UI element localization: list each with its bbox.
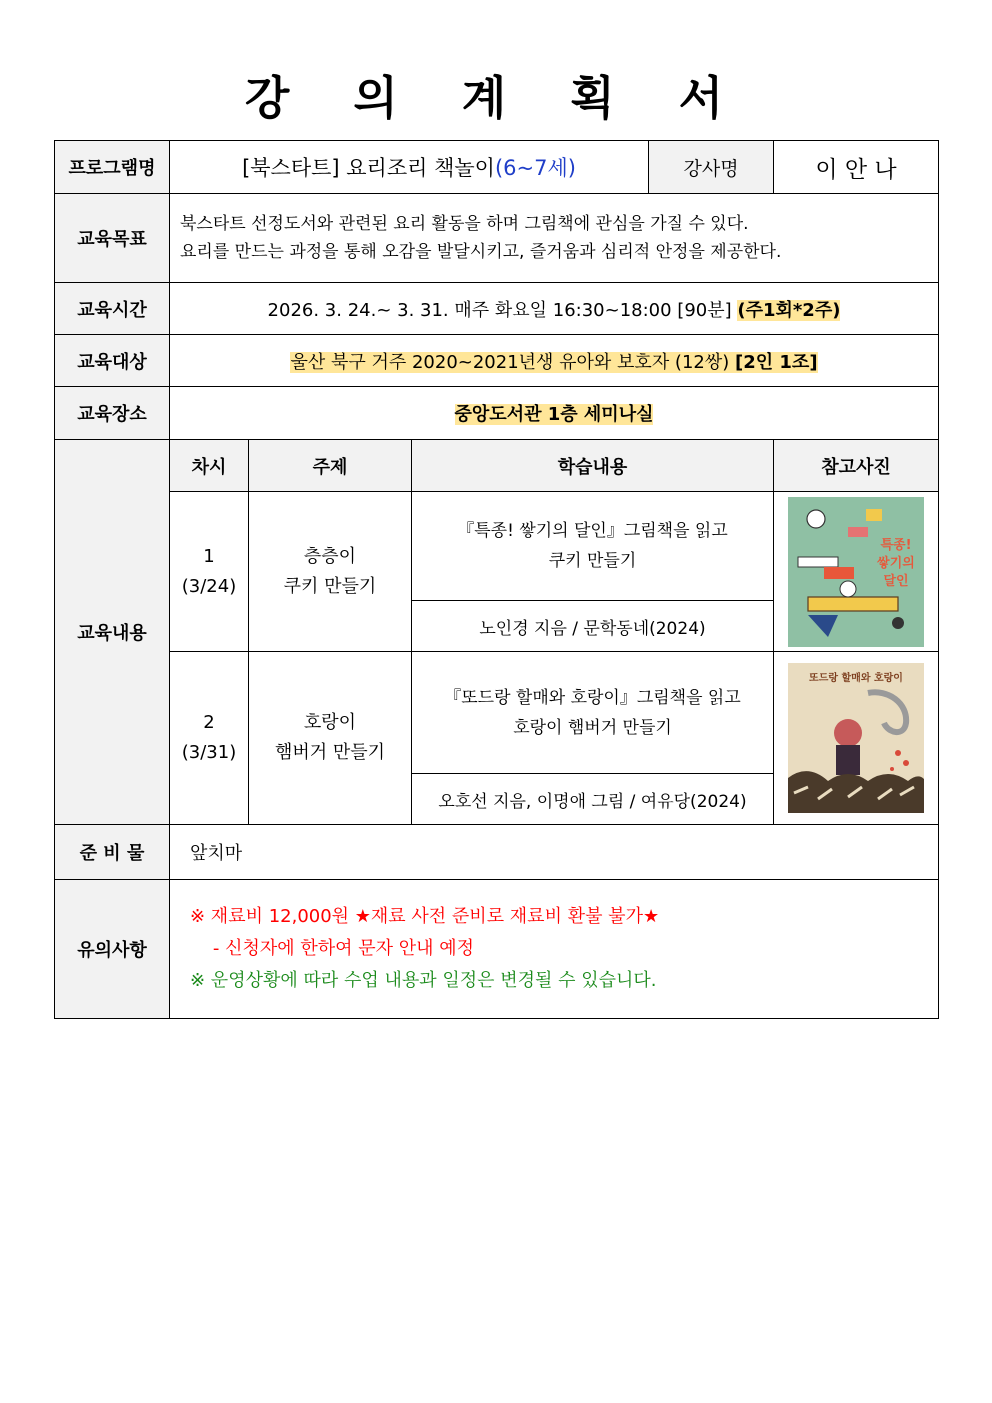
session-2-number: 2 (3/31) <box>170 652 249 825</box>
col-topic: 주제 <box>249 440 412 492</box>
session-2-learning: 『또드랑 할매와 호랑이』그림책을 읽고 호랑이 햄버거 만들기 <box>412 652 774 774</box>
col-learning: 학습내용 <box>412 440 774 492</box>
page-title: 강 의 계 획 서 <box>244 71 748 125</box>
session-2-photo <box>774 652 939 825</box>
target-label: 교육대상 <box>55 335 170 387</box>
time-frequency: (주1회*2주) <box>737 299 841 321</box>
time-label: 교육시간 <box>55 283 170 335</box>
session-1-book: 노인경 지음 / 문학동네(2024) <box>412 601 774 652</box>
program-label: 프로그램명 <box>55 141 170 194</box>
svg-text:쌓기의: 쌓기의 <box>877 555 915 571</box>
col-session: 차시 <box>170 440 249 492</box>
instructor-name: 이 안 나 <box>774 141 939 194</box>
time-text <box>170 283 939 335</box>
svg-text:특종!: 특종! <box>880 537 912 553</box>
materials-text: 앞치마 <box>170 825 939 880</box>
goal-line-2: 요리를 만드는 과정을 통해 오감을 발달시키고, 즐거움과 심리적 안정을 제공한다. <box>180 242 782 262</box>
notes-line-1: ※ 재료비 12,000원 ★재료 사전 준비로 재료비 환불 불가★ <box>190 906 660 927</box>
place-text <box>170 387 939 440</box>
target-main: 울산 북구 거주 2020~2021년생 유아와 보호자 (12쌍) <box>290 351 735 373</box>
program-name-main: [북스타트] 요리조리 책놀이 <box>242 156 495 180</box>
svg-text:달인: 달인 <box>883 573 909 589</box>
book-cover-stacking <box>788 497 924 647</box>
session-1-learning: 『특종! 쌓기의 달인』그림책을 읽고 쿠키 만들기 <box>412 492 774 601</box>
instructor-label: 강사명 <box>649 141 774 194</box>
target-group: [2인 1조] <box>735 351 818 373</box>
session-1-number: 1 (3/24) <box>170 492 249 652</box>
session-2-book: 오호선 지음, 이명애 그림 / 여유당(2024) <box>412 774 774 825</box>
goal-text <box>170 194 939 283</box>
svg-text:또드랑 할매와 호랑이: 또드랑 할매와 호랑이 <box>809 673 903 684</box>
lecture-plan-table <box>54 140 939 1019</box>
notes-label: 유의사항 <box>55 880 170 1019</box>
session-2-topic: 호랑이 햄버거 만들기 <box>249 652 412 825</box>
col-photo: 참고사진 <box>774 440 939 492</box>
place-label: 교육장소 <box>55 387 170 440</box>
session-1-topic: 층층이 쿠키 만들기 <box>249 492 412 652</box>
notes-line-2: - 신청자에 한하여 문자 안내 예정 <box>190 938 475 959</box>
content-label: 교육내용 <box>55 440 170 825</box>
session-1-photo <box>774 492 939 652</box>
goal-label: 교육목표 <box>55 194 170 283</box>
book-cover-tiger <box>788 663 924 813</box>
notes-line-3: ※ 운영상황에 따라 수업 내용과 일정은 변경될 수 있습니다. <box>190 970 657 991</box>
notes-text <box>170 880 939 1019</box>
program-name <box>170 141 649 194</box>
target-text <box>170 335 939 387</box>
time-main: 2026. 3. 24.~ 3. 31. 매주 화요일 16:30~18:00 [90분] <box>267 299 738 321</box>
program-age: (6~7세) <box>494 156 576 180</box>
materials-label: 준 비 물 <box>55 825 170 880</box>
goal-line-1: 북스타트 선정도서와 관련된 요리 활동을 하며 그림책에 관심을 가질 수 있다. <box>180 214 749 234</box>
place-value: 중앙도서관 1층 세미나실 <box>454 404 654 425</box>
